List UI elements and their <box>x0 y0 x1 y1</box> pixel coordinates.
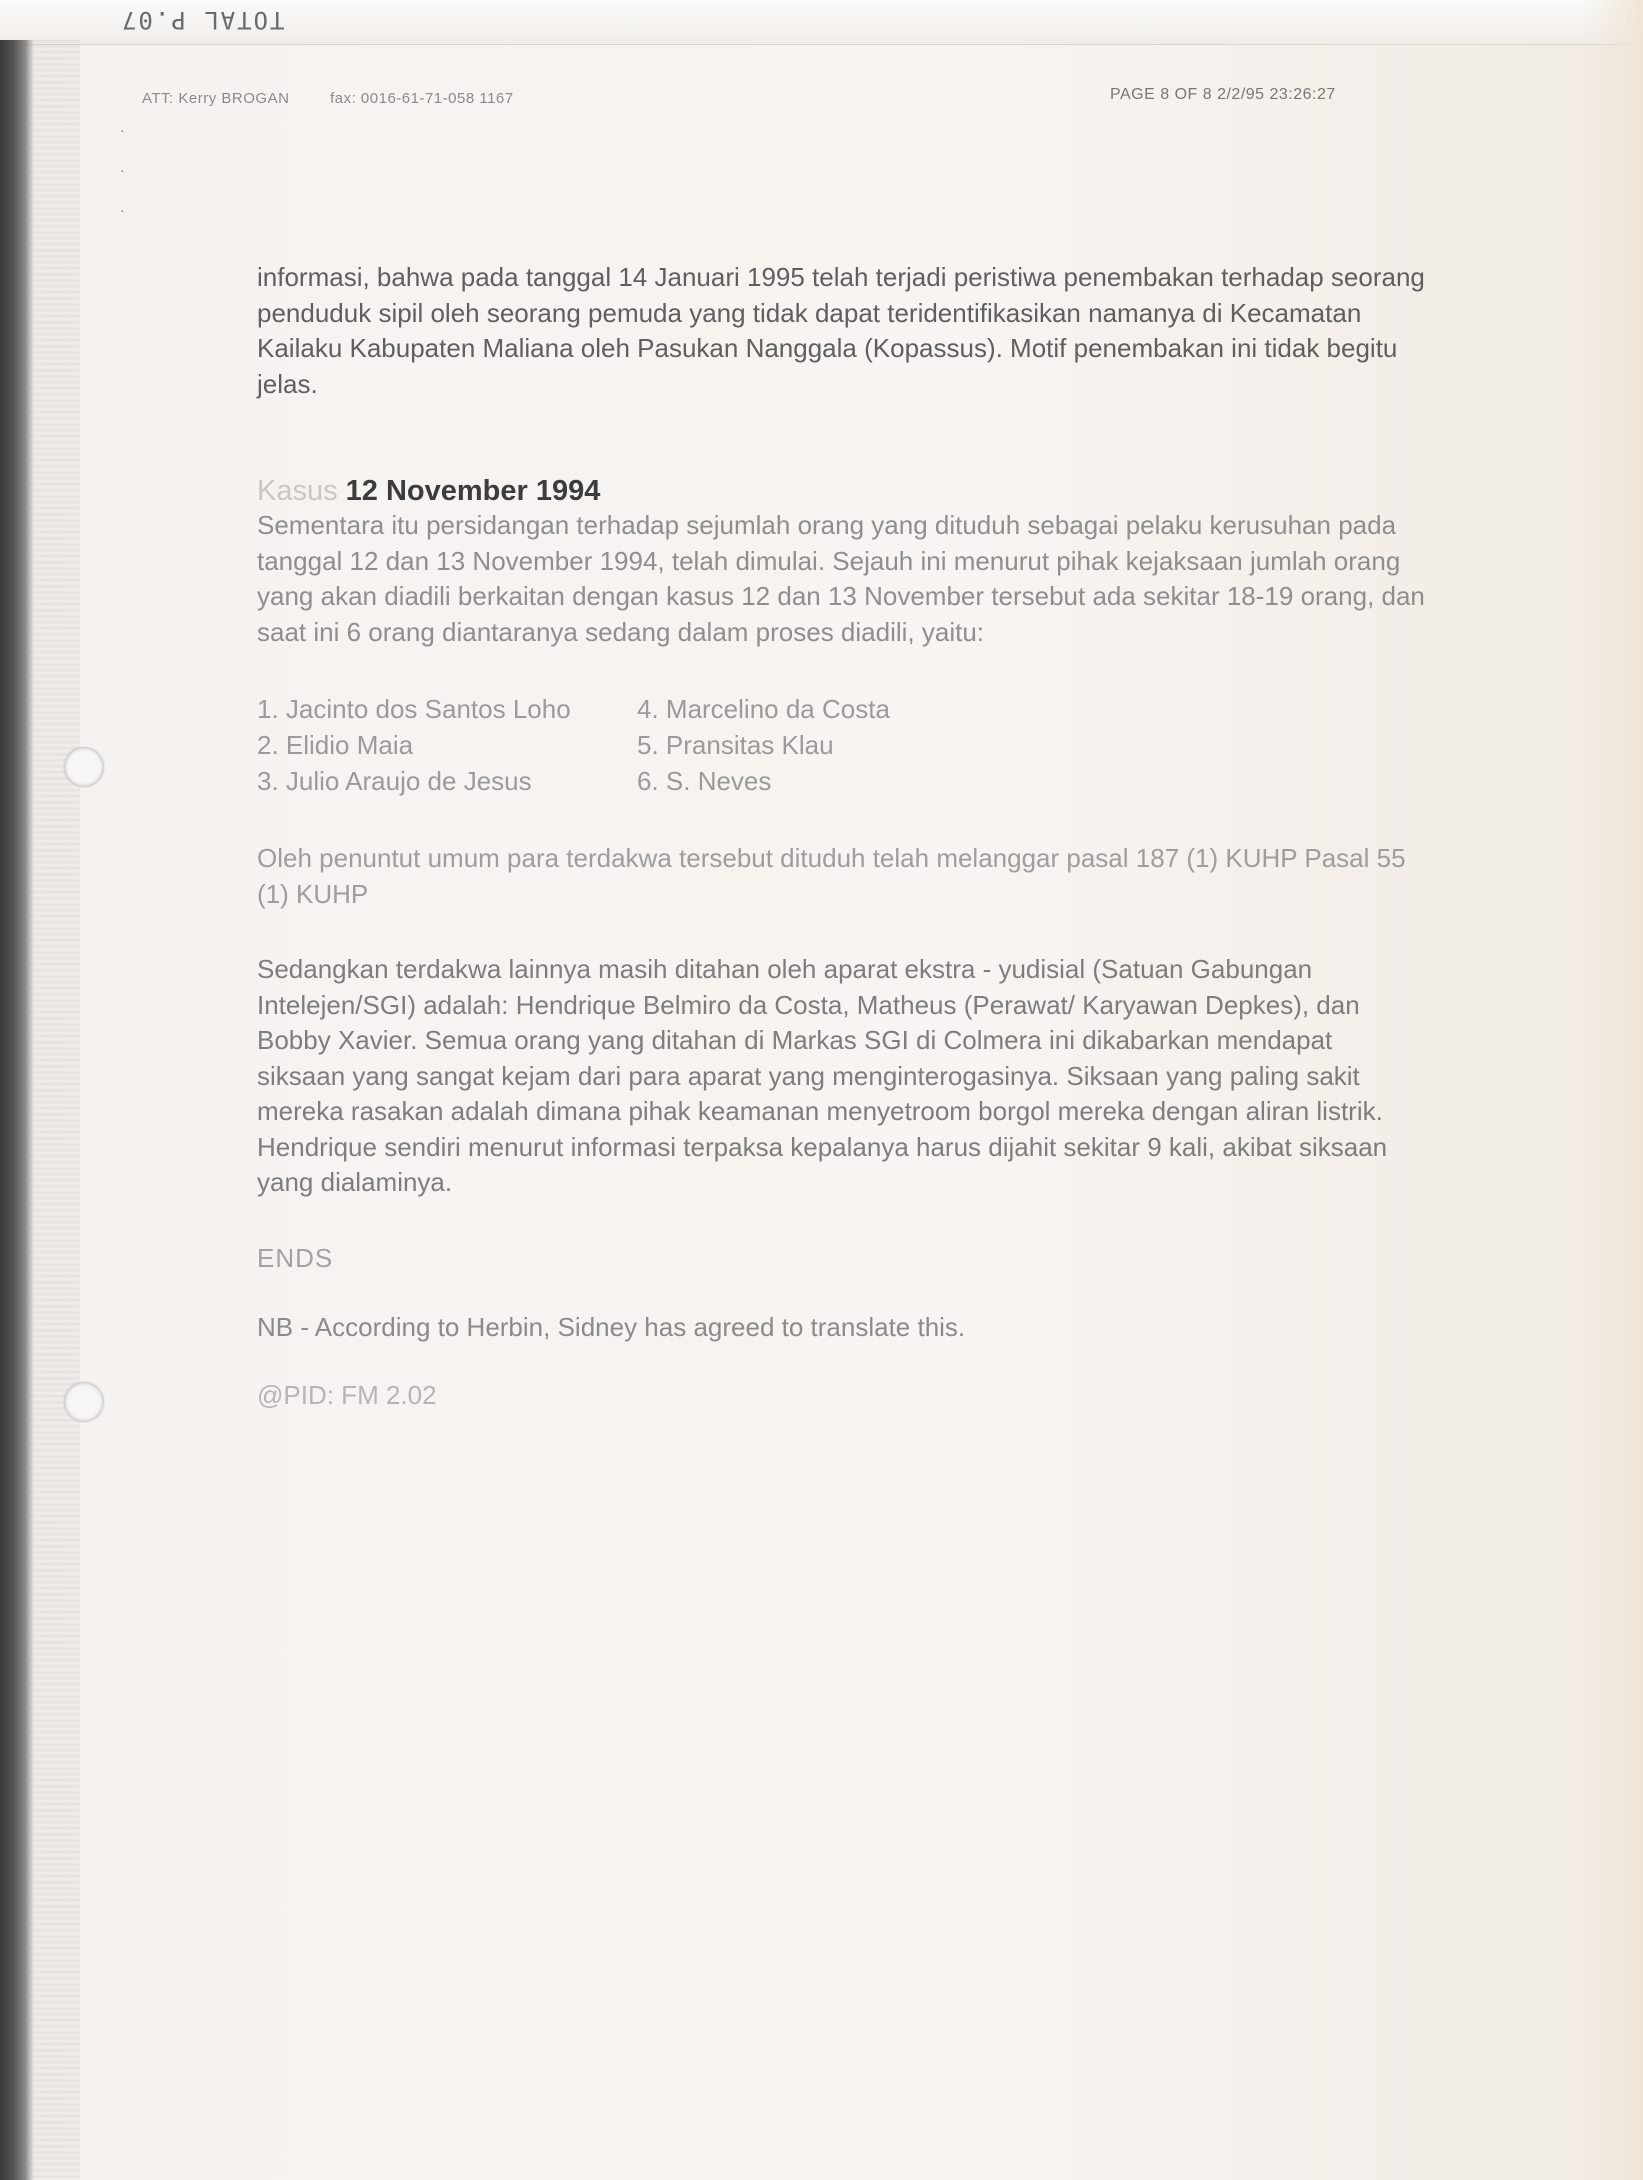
punch-hole <box>64 1382 104 1422</box>
ends-marker: ENDS <box>257 1242 334 1273</box>
intro-paragraph: informasi, bahwa pada tanggal 14 Januari 1995 telah terjadi peristiwa penembakan terhadap seorang penduduk sipil oleh seorang pemuda yang tidak dapat teridentifikasikan namanya di Kecamatan Kailaku Kabupaten Maliana oleh Pasukan Nanggala (Kopassus). Motif penembakan ini tidak begitu jelas. <box>257 262 1425 399</box>
charge-paragraph: Oleh penuntut umum para terdakwa tersebut dituduh telah melanggar pasal 187 (1) KUHP Pasal 55 (1) KUHP <box>257 843 1406 909</box>
case-heading <box>257 474 1427 508</box>
mark-dot: · <box>120 122 125 138</box>
trial-paragraph: Sementara itu persidangan terhadap sejumlah orang yang dituduh sebagai pelaku kerusuhan pada tanggal 12 dan 13 November 1994, telah dimulai. Sejauh ini menurut pihak kejaksaan jumlah orang yang akan diadili berkaitan dengan kasus 12 dan 13 November tersebut ada sekitar 18-19 orang, dan saat ini 6 orang diantaranya sedang dalam proses diadili, yaitu: <box>257 510 1425 647</box>
detained-paragraph: Sedangkan terdakwa lainnya masih ditahan oleh aparat ekstra - yudisial (Satuan Gabungan Intelejen/SGI) adalah: Hendrique Belmiro da Costa, Matheus (Perawat/ Karyawan Depkes), dan Bobby Xavier. Semua orang yang ditahan di Markas SGI di Colmera ini dikabarkan mendapat siksaan yang sangat kejam dari para aparat yang menginterogasinya. Siksaan yang paling sakit mereka rasakan adalah dimana pihak keamanan menyetroom borgol mereka dengan aliran listrik. Hendrique sendiri menurut informasi terpaksa kepalanya harus dijahit sekitar 9 kali, akibat siksaan yang dialaminya. <box>257 954 1388 1197</box>
punch-hole <box>64 747 104 787</box>
defendant-item: 3. Julio Araujo de Jesus <box>257 766 532 796</box>
att-label: ATT: Kerry BROGAN <box>142 90 290 107</box>
defendant-item: 4. Marcelino da Costa <box>637 694 890 724</box>
pid-code: @PID: FM 2.02 <box>257 1379 437 1410</box>
binding-edge <box>0 40 34 2180</box>
defendant-list <box>257 692 1427 799</box>
margin-marks <box>120 110 125 230</box>
defendant-item: 5. Pransitas Klau <box>637 730 834 760</box>
mark-dot: · <box>120 162 125 178</box>
mark-dot: · <box>120 202 125 218</box>
case-heading-prefix: Kasus <box>257 475 338 507</box>
fax-number: fax: 0016-61-71-058 1167 <box>330 90 514 107</box>
page-right-edge <box>1583 0 1643 2180</box>
defendant-item: 2. Elidio Maia <box>257 730 414 760</box>
document-body <box>257 260 1427 1413</box>
fax-header-recipient <box>142 90 514 107</box>
scan-speckle <box>30 40 80 2180</box>
defendant-item: 6. S. Neves <box>637 766 772 796</box>
case-heading-date: 12 November 1994 <box>345 475 601 507</box>
translation-note: NB - According to Herbin, Sidney has agreed to translate this. <box>257 1312 966 1342</box>
fax-page-info: PAGE 8 OF 8 2/2/95 23:26:27 <box>1110 86 1336 103</box>
defendant-item: 1. Jacinto dos Santos Loho <box>257 694 571 724</box>
fax-total-pages-stamp: TOTAL P.07 <box>120 6 285 34</box>
